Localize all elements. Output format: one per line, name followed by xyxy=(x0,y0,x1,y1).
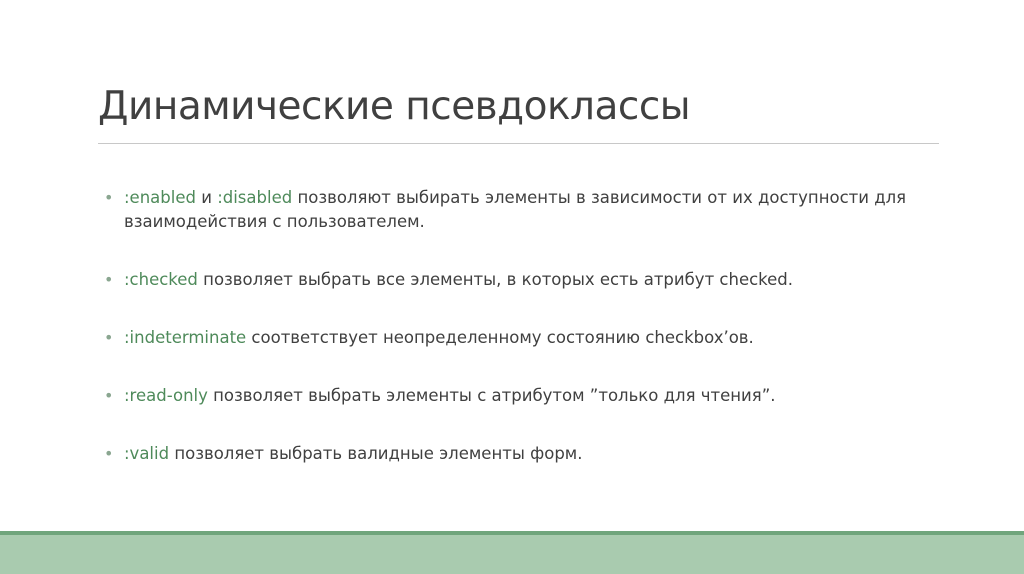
bullet-dot-icon: • xyxy=(104,328,114,347)
conjunction-text: и xyxy=(195,188,218,207)
bullet-text: позволяет выбрать все элементы, в которых есть атрибут checked. xyxy=(197,270,794,289)
bullet-item-checked xyxy=(104,268,944,292)
bullet-dot-icon: • xyxy=(104,188,114,207)
bullet-dot-icon: • xyxy=(104,444,114,463)
bullet-item-indeterminate xyxy=(104,326,944,350)
bullet-item-read-only xyxy=(104,384,944,408)
bullet-dot-icon: • xyxy=(104,270,114,289)
keyword-enabled: :enabled xyxy=(124,188,196,207)
keyword-read-only: :read-only xyxy=(124,386,208,405)
slide-title: Динамические псевдоклассы xyxy=(98,84,691,129)
bullet-dot-icon: • xyxy=(104,386,114,405)
bullet-text: соответствует неопределенному состоянию checkbox’ов. xyxy=(246,328,754,347)
keyword-checked: :checked xyxy=(124,270,198,289)
bullet-text: позволяет выбрать элементы с атрибутом ”только для чтения”. xyxy=(207,386,776,405)
bullet-item-valid xyxy=(104,442,944,466)
keyword-valid: :valid xyxy=(124,444,170,463)
title-divider xyxy=(98,143,939,144)
footer-band xyxy=(0,535,1024,574)
bullet-list xyxy=(104,186,944,500)
bullet-text: позволяет выбрать валидные элементы форм. xyxy=(169,444,583,463)
bullet-text: позволяют выбирать элементы в зависимости от их доступности для взаимодействия с пользователем. xyxy=(124,188,907,231)
keyword-disabled: :disabled xyxy=(217,188,293,207)
bullet-item-enabled-disabled xyxy=(104,186,944,234)
keyword-indeterminate: :indeterminate xyxy=(124,328,247,347)
